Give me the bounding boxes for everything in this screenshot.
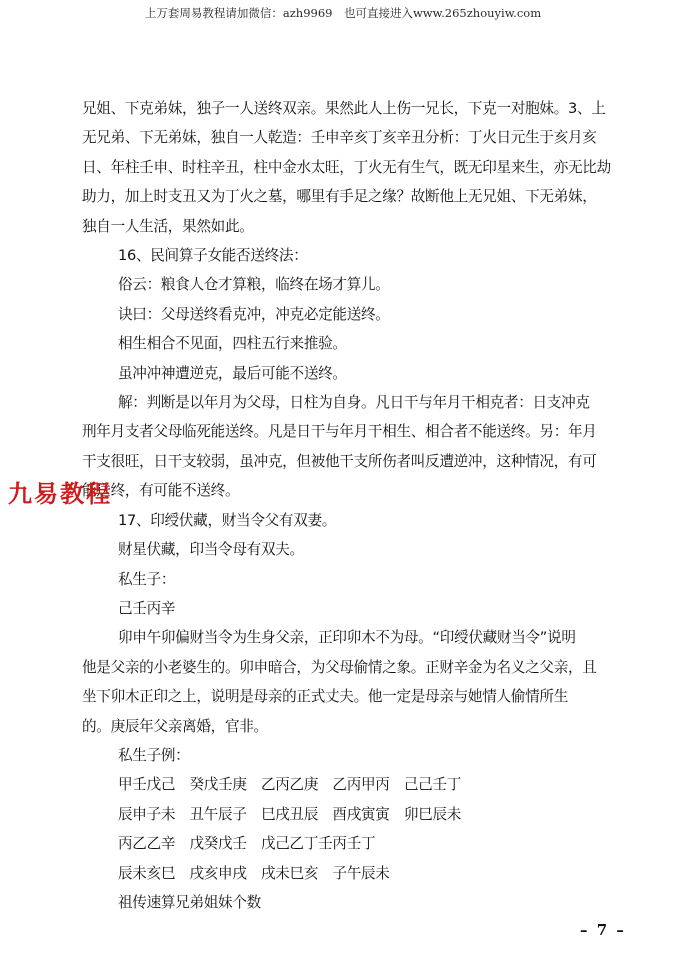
body-line: 兄姐、下克弟妹，独子一人送终双亲。果然此人上伤一兄长，下克一对胞妹。3、上 bbox=[82, 100, 606, 117]
page-header: 上万套周易教程请加微信：azh9969 也可直接进入www.265zhouyiw.com bbox=[144, 6, 542, 20]
body-line: 干支很旺，日干支较弱，虽冲克，但被他干支所伤者叫反遭逆冲，这种情况，有可 bbox=[82, 452, 597, 470]
body-line: 他是父亲的小老婆生的。卯申暗合，为父母偷情之象。正财辛金为名义之父亲，且 bbox=[82, 658, 597, 676]
body-line: 相生相合不见面，四柱五行来推验。 bbox=[118, 335, 347, 353]
body-line: 独自一人生活，果然如此。 bbox=[82, 217, 254, 235]
body-line: 坐下卯木正印之上，说明是母亲的正式丈夫。他一定是母亲与她情人偷情所生 bbox=[82, 688, 568, 706]
section-heading: 17、印绶伏藏，财当令父有双妻。 bbox=[118, 511, 337, 529]
chart-example-line: 辰申子未 丑午辰子 巳戌丑辰 酉戌寅寅 卯巳辰未 bbox=[118, 805, 462, 823]
document-body bbox=[82, 94, 642, 917]
body-line: 的。庚辰年父亲离婚，官非。 bbox=[82, 717, 268, 735]
chart-example-line: 甲壬戊己 癸戊壬庚 乙丙乙庚 乙丙甲丙 己己壬丁 bbox=[118, 776, 462, 794]
body-line: 能送终，有可能不送终。 bbox=[82, 482, 240, 500]
body-line: 虽冲冲神遭逆克，最后可能不送终。 bbox=[118, 364, 347, 382]
body-line: 俗云：粮食人仓才算粮，临终在场才算儿。 bbox=[118, 276, 390, 294]
chart-example-line: 辰未亥巳 戌亥申戌 戌未巳亥 子午辰未 bbox=[118, 864, 390, 882]
body-line: 财星伏藏，印当令母有双夫。 bbox=[118, 541, 304, 559]
body-line: 助力，加上时支丑又为丁火之墓，哪里有手足之缘？故断他上无兄姐、下无弟妹， bbox=[82, 188, 597, 206]
section-heading: 祖传速算兄弟姐妹个数 bbox=[118, 893, 261, 911]
chart-example-line: 丙乙乙辛 戊癸戊壬 戊己乙丁壬丙壬丁 bbox=[118, 835, 376, 853]
watermark-logo: 九易教程 bbox=[8, 480, 112, 508]
body-line: 卯申午卯偏财当令为生身父亲，正印卯木不为母。“印绶伏藏财当令”说明 bbox=[118, 629, 576, 647]
body-line: 解：判断是以年月为父母，日柱为自身。凡日干与年月干相克者：日支冲克 bbox=[118, 394, 590, 412]
section-heading: 16、民间算子女能否送终法： bbox=[118, 247, 308, 265]
body-line: 私生子例： bbox=[118, 746, 190, 764]
body-line: 日、年柱壬申、时柱辛丑，柱中金水太旺，丁火无有生气，既无印星来生，亦无比劫 bbox=[82, 158, 611, 176]
body-line: 私生子： bbox=[118, 570, 176, 588]
body-line: 刑年月支者父母临死能送终。凡是日干与年月干相生、相合者不能送终。另：年月 bbox=[82, 423, 597, 441]
page-number: – 7 – bbox=[580, 921, 626, 939]
body-line: 诀曰：父母送终看克冲，冲克必定能送终。 bbox=[118, 305, 390, 323]
body-line: 己壬丙辛 bbox=[118, 599, 176, 617]
body-line: 无兄弟、下无弟妹，独自一人乾造：壬申辛亥丁亥辛丑分析：丁火日元生于亥月亥 bbox=[82, 129, 597, 147]
